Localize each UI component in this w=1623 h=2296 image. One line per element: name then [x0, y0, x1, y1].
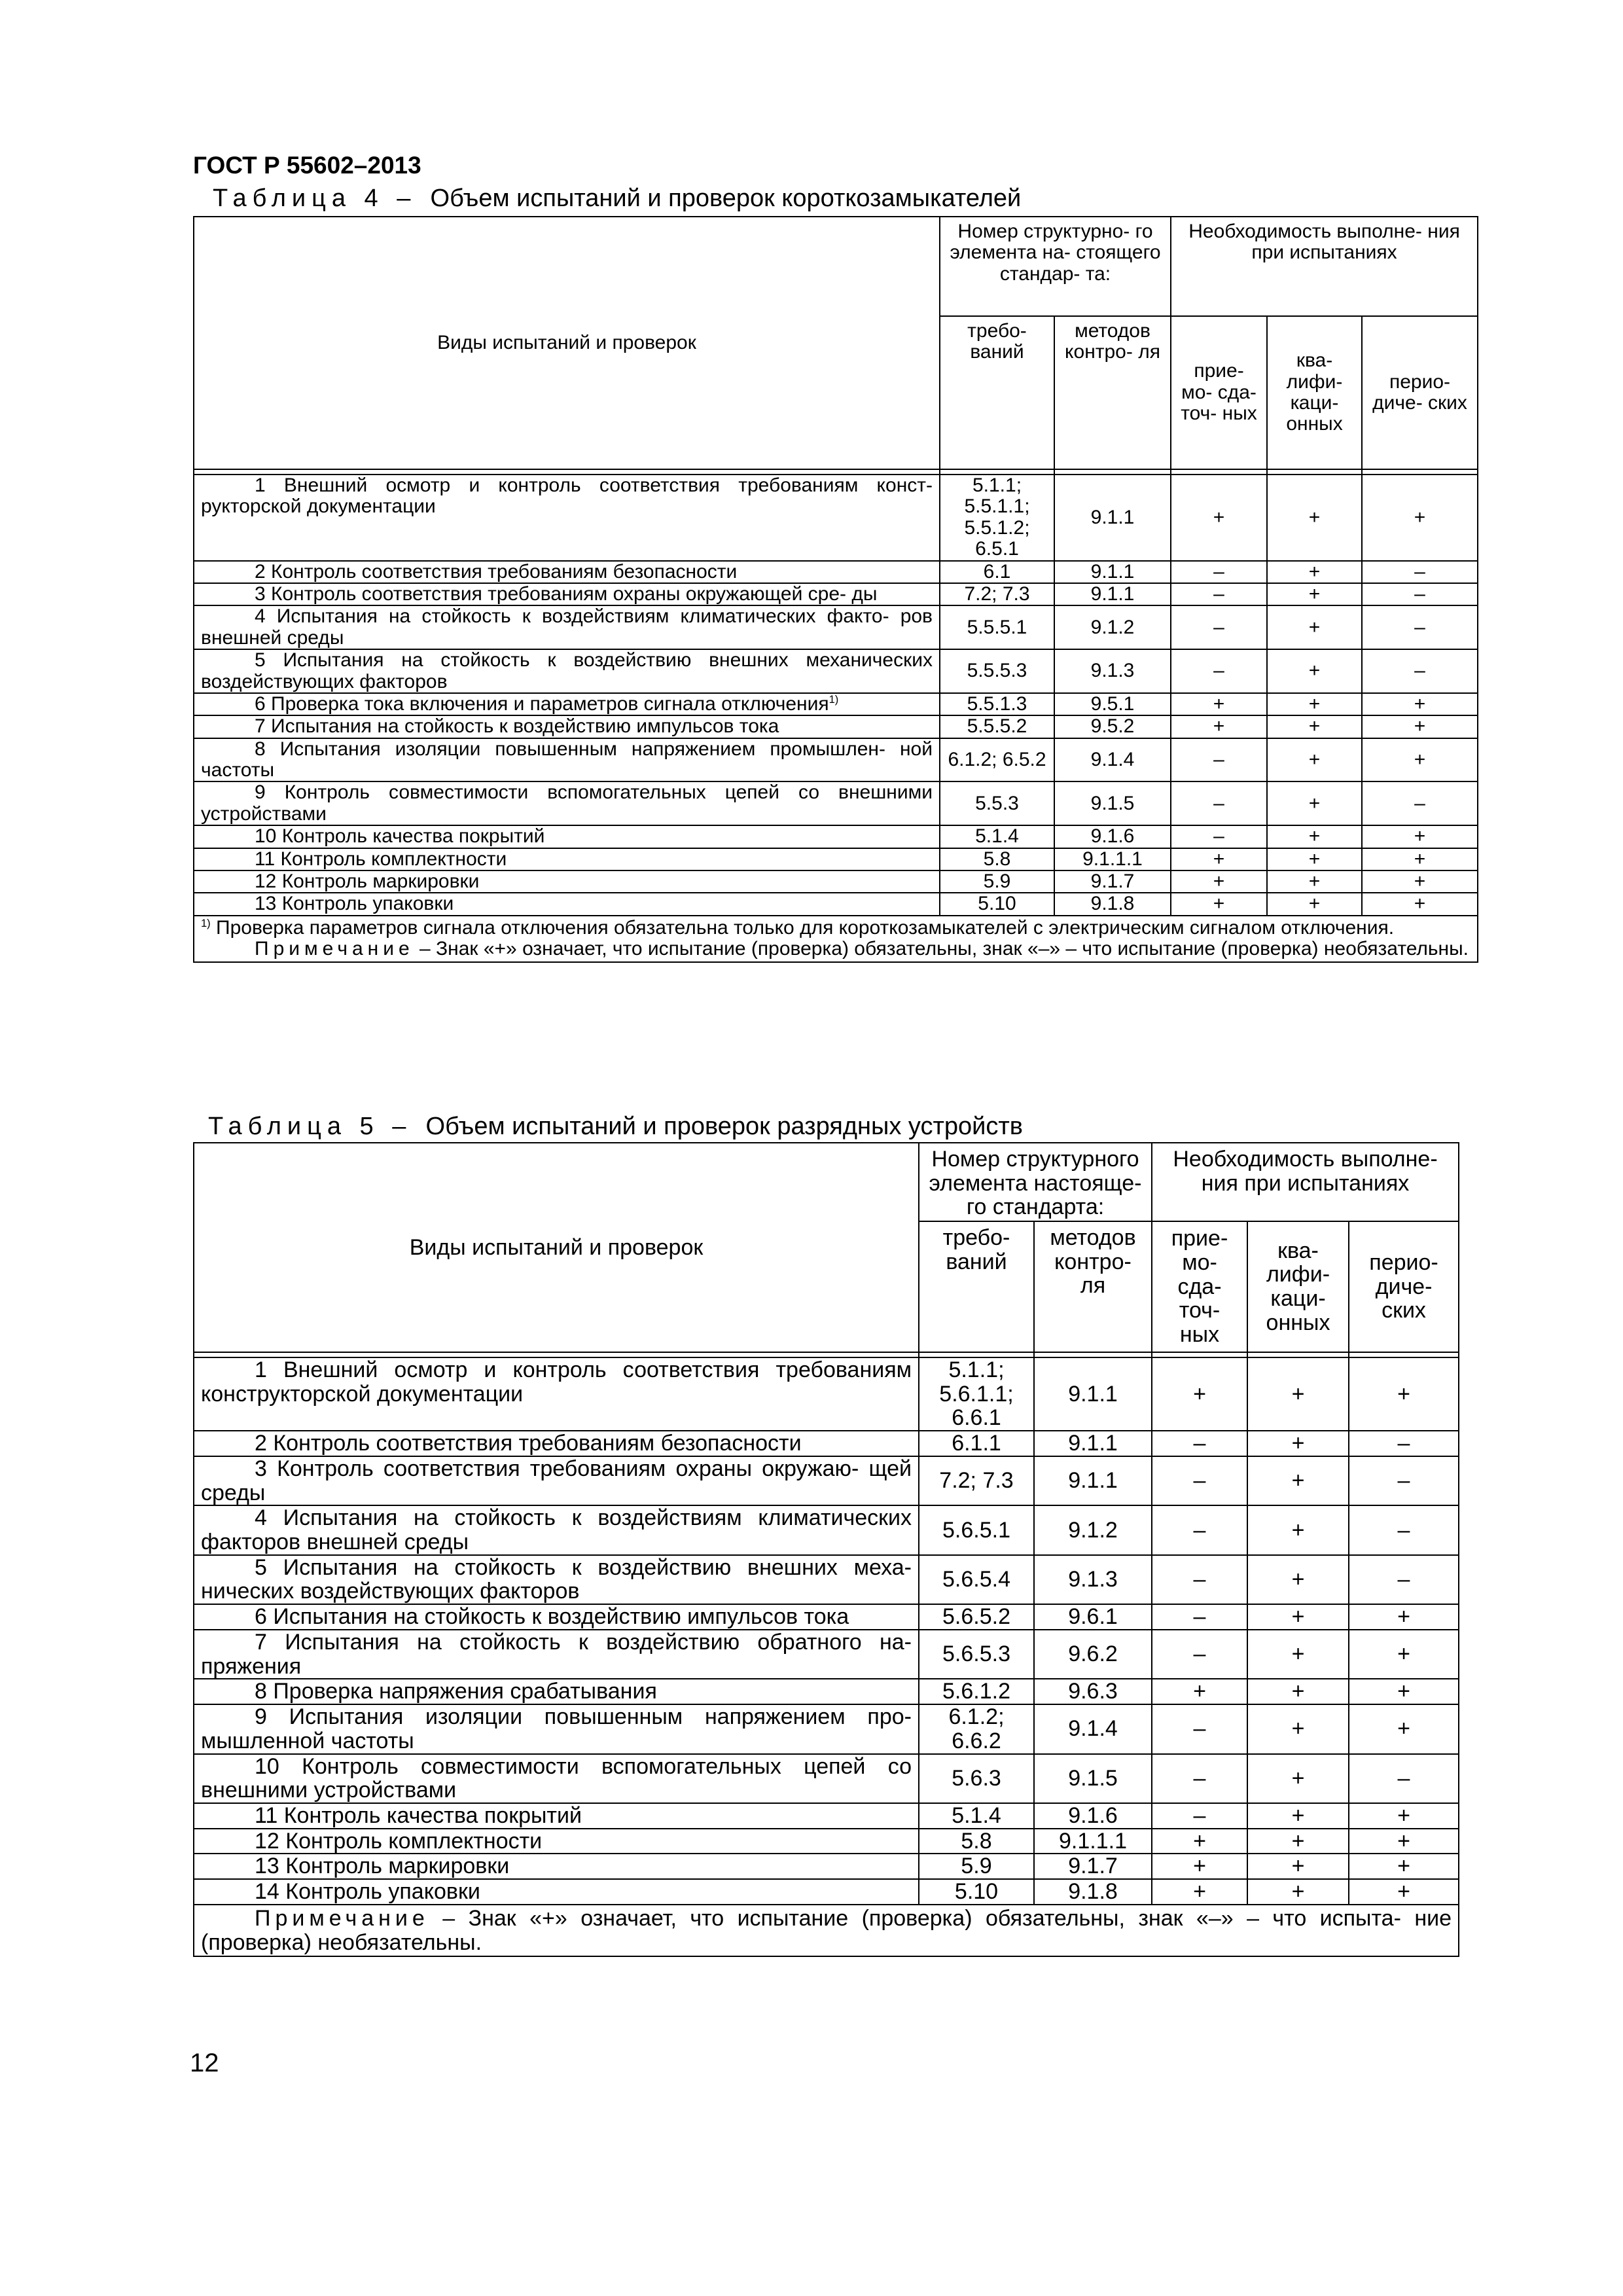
- methods-cell: 9.1.7: [1054, 870, 1171, 893]
- periodic-cell: +: [1349, 1704, 1459, 1753]
- methods-cell: 9.1.7: [1034, 1854, 1152, 1879]
- table5-caption-label: Таблица 5 –: [208, 1113, 412, 1140]
- test-name: 10 Контроль качества покрытий: [255, 825, 545, 848]
- periodic-cell: +: [1349, 1679, 1459, 1704]
- periodic-cell: +: [1362, 893, 1478, 915]
- requirements-cell: 5.6.3: [919, 1754, 1034, 1803]
- acceptance-cell: –: [1152, 1555, 1247, 1604]
- table-row: [194, 1704, 1459, 1753]
- requirements-cell: 5.8: [940, 848, 1054, 870]
- test-name-cell: [194, 825, 940, 848]
- qualification-cell: +: [1247, 1704, 1349, 1753]
- table-row: [194, 583, 1478, 605]
- acceptance-cell: –: [1152, 1456, 1247, 1505]
- table4-note-label: Примечание: [255, 938, 414, 960]
- test-name-cell: [194, 649, 940, 693]
- requirements-cell: 5.6.5.1: [919, 1505, 1034, 1554]
- test-name-cell: [194, 1505, 919, 1554]
- requirements-cell: 5.10: [919, 1879, 1034, 1905]
- table4-head-acceptance: прие- мо- сда- точ- ных: [1171, 316, 1267, 469]
- qualification-cell: +: [1267, 693, 1362, 715]
- table4-footnote-mark: 1): [201, 917, 211, 929]
- table-row: [194, 561, 1478, 583]
- test-name-cell: [194, 1704, 919, 1753]
- table5-head-acceptance: прие- мо- сда- точ- ных: [1152, 1221, 1247, 1352]
- table-row: [194, 649, 1478, 693]
- requirements-cell: 5.1.1; 5.5.1.1; 5.5.1.2; 6.5.1: [940, 475, 1054, 561]
- methods-cell: 9.1.8: [1034, 1879, 1152, 1905]
- acceptance-cell: +: [1171, 893, 1267, 915]
- requirements-cell: 5.10: [940, 893, 1054, 915]
- requirements-cell: 7.2; 7.3: [919, 1456, 1034, 1505]
- test-name-cell: [194, 1456, 919, 1505]
- test-name-cell: [194, 1431, 919, 1456]
- test-name-cell: [194, 1829, 919, 1854]
- methods-cell: 9.1.3: [1054, 649, 1171, 693]
- test-name: 9 Испытания изоляции повышенным напряжением про- мышленной частоты: [201, 1704, 912, 1753]
- acceptance-cell: –: [1152, 1630, 1247, 1679]
- requirements-cell: 5.1.4: [940, 825, 1054, 848]
- acceptance-cell: +: [1171, 693, 1267, 715]
- acceptance-cell: +: [1171, 870, 1267, 893]
- table-row: [194, 1604, 1459, 1630]
- qualification-cell: +: [1247, 1754, 1349, 1803]
- test-name-cell: [194, 1879, 919, 1905]
- test-name: 9 Контроль совместимости вспомогательных цепей со внешними устройствами: [201, 781, 933, 825]
- requirements-cell: 6.1: [940, 561, 1054, 583]
- table5-note-label: Примечание: [255, 1905, 429, 1931]
- qualification-cell: +: [1267, 583, 1362, 605]
- table-row: [194, 1679, 1459, 1704]
- table5-caption: [208, 1113, 1023, 1141]
- table-row: [194, 1754, 1459, 1803]
- qualification-cell: +: [1267, 561, 1362, 583]
- test-name-cell: [194, 583, 940, 605]
- periodic-cell: +: [1349, 1357, 1459, 1431]
- test-name-cell: [194, 605, 940, 649]
- requirements-cell: 6.1.2; 6.5.2: [940, 738, 1054, 782]
- qualification-cell: +: [1267, 848, 1362, 870]
- methods-cell: 9.1.4: [1034, 1704, 1152, 1753]
- requirements-cell: 5.1.4: [919, 1803, 1034, 1829]
- acceptance-cell: +: [1152, 1679, 1247, 1704]
- test-name: 2 Контроль соответствия требованиям безопасности: [255, 1431, 802, 1456]
- test-name-cell: [194, 1357, 919, 1431]
- qualification-cell: +: [1247, 1679, 1349, 1704]
- test-name-cell: [194, 1679, 919, 1704]
- qualification-cell: +: [1247, 1604, 1349, 1630]
- requirements-cell: 5.5.3: [940, 781, 1054, 825]
- requirements-cell: 5.5.1.3: [940, 693, 1054, 715]
- table4-head-types: Виды испытаний и проверок: [194, 217, 940, 469]
- test-name-cell: [194, 1854, 919, 1879]
- table5-head-requirements: требо- ваний: [919, 1221, 1034, 1352]
- methods-cell: 9.6.2: [1034, 1630, 1152, 1679]
- acceptance-cell: –: [1171, 561, 1267, 583]
- qualification-cell: +: [1267, 893, 1362, 915]
- methods-cell: 9.1.1.1: [1054, 848, 1171, 870]
- periodic-cell: +: [1362, 825, 1478, 848]
- periodic-cell: –: [1362, 583, 1478, 605]
- table5-head-methods: методов контро- ля: [1034, 1221, 1152, 1352]
- acceptance-cell: +: [1171, 475, 1267, 561]
- periodic-cell: +: [1349, 1604, 1459, 1630]
- table4-caption: [213, 185, 1021, 213]
- table-row: [194, 1505, 1459, 1554]
- methods-cell: 9.6.1: [1034, 1604, 1152, 1630]
- table-row: [194, 825, 1478, 848]
- qualification-cell: +: [1267, 781, 1362, 825]
- periodic-cell: +: [1362, 870, 1478, 893]
- table4-head-periodic: перио- диче- ских: [1362, 316, 1478, 469]
- test-name: 6 Проверка тока включения и параметров сигнала отключения: [255, 692, 829, 715]
- methods-cell: 9.1.4: [1054, 738, 1171, 782]
- methods-cell: 9.1.2: [1054, 605, 1171, 649]
- periodic-cell: –: [1349, 1555, 1459, 1604]
- table-row: [194, 1630, 1459, 1679]
- methods-cell: 9.1.5: [1034, 1754, 1152, 1803]
- acceptance-cell: –: [1152, 1754, 1247, 1803]
- acceptance-cell: +: [1171, 715, 1267, 738]
- periodic-cell: +: [1349, 1829, 1459, 1854]
- periodic-cell: –: [1349, 1431, 1459, 1456]
- table-row: [194, 1456, 1459, 1505]
- methods-cell: 9.1.1: [1054, 583, 1171, 605]
- test-name: 10 Контроль совместимости вспомогательных цепей со внешними устройствами: [201, 1753, 912, 1803]
- requirements-cell: 5.6.5.3: [919, 1630, 1034, 1679]
- periodic-cell: +: [1362, 848, 1478, 870]
- requirements-cell: 5.5.5.2: [940, 715, 1054, 738]
- qualification-cell: +: [1247, 1803, 1349, 1829]
- methods-cell: 9.1.1.1: [1034, 1829, 1152, 1854]
- methods-cell: 9.5.1: [1054, 693, 1171, 715]
- acceptance-cell: –: [1152, 1505, 1247, 1554]
- test-name-cell: [194, 475, 940, 561]
- table-row: [194, 1829, 1459, 1854]
- table-row: [194, 605, 1478, 649]
- qualification-cell: +: [1247, 1630, 1349, 1679]
- acceptance-cell: +: [1152, 1357, 1247, 1431]
- test-name-cell: [194, 1803, 919, 1829]
- test-name-cell: [194, 1630, 919, 1679]
- periodic-cell: +: [1362, 738, 1478, 782]
- periodic-cell: +: [1349, 1803, 1459, 1829]
- table4: [193, 216, 1478, 963]
- qualification-cell: +: [1247, 1357, 1349, 1431]
- test-name: 4 Испытания на стойкость к воздействиям климатических факто- ров внешней среды: [201, 605, 933, 649]
- table-row: [194, 1357, 1459, 1431]
- methods-cell: 9.1.1: [1034, 1431, 1152, 1456]
- methods-cell: 9.1.2: [1034, 1505, 1152, 1554]
- qualification-cell: +: [1267, 870, 1362, 893]
- test-name: 7 Испытания на стойкость к воздействию импульсов тока: [255, 715, 779, 738]
- qualification-cell: +: [1247, 1854, 1349, 1879]
- table5-note: [194, 1905, 1459, 1956]
- table-row: [194, 1431, 1459, 1456]
- test-name: 4 Испытания на стойкость к воздействиям климатических факторов внешней среды: [201, 1505, 912, 1555]
- table-row: [194, 715, 1478, 738]
- acceptance-cell: –: [1171, 605, 1267, 649]
- periodic-cell: +: [1362, 715, 1478, 738]
- table-row: [194, 1879, 1459, 1905]
- test-name-cell: [194, 561, 940, 583]
- table-row: [194, 475, 1478, 561]
- table5-note-text: – Знак «+» означает, что испытание (проверка) обязательны, знак «–» – что испыта- ние (проверка) необязательны.: [201, 1905, 1452, 1955]
- test-name: 13 Контроль маркировки: [255, 1854, 510, 1879]
- table5-head-periodic: перио- диче- ских: [1349, 1221, 1459, 1352]
- test-name: 13 Контроль упаковки: [255, 893, 454, 915]
- test-name: 14 Контроль упаковки: [255, 1879, 480, 1905]
- acceptance-cell: –: [1171, 738, 1267, 782]
- periodic-cell: –: [1349, 1505, 1459, 1554]
- test-name-cell: [194, 738, 940, 782]
- test-name-cell: [194, 1754, 919, 1803]
- page-number: 12: [190, 2049, 219, 2077]
- table4-head-number-group: Номер структурно- го элемента на- стоящего стандар- та:: [940, 217, 1171, 316]
- acceptance-cell: +: [1152, 1879, 1247, 1905]
- table-row: [194, 781, 1478, 825]
- qualification-cell: +: [1267, 649, 1362, 693]
- periodic-cell: –: [1362, 605, 1478, 649]
- document-header: ГОСТ Р 55602–2013: [193, 152, 421, 179]
- test-name-cell: [194, 1555, 919, 1604]
- acceptance-cell: +: [1171, 848, 1267, 870]
- methods-cell: 9.1.1: [1034, 1456, 1152, 1505]
- qualification-cell: +: [1247, 1829, 1349, 1854]
- table-row: [194, 893, 1478, 915]
- acceptance-cell: –: [1171, 825, 1267, 848]
- requirements-cell: 5.8: [919, 1829, 1034, 1854]
- requirements-cell: 5.6.5.4: [919, 1555, 1034, 1604]
- test-name: 5 Испытания на стойкость к воздействию внешних механических воздействующих факторов: [201, 649, 933, 692]
- test-name: 8 Испытания изоляции повышенным напряжением промышлен- ной частоты: [201, 738, 933, 781]
- test-name: 12 Контроль маркировки: [255, 870, 480, 893]
- methods-cell: 9.1.3: [1034, 1555, 1152, 1604]
- test-name: 1 Внешний осмотр и контроль соответствия требованиям конструкторской документации: [201, 1357, 912, 1407]
- periodic-cell: +: [1362, 475, 1478, 561]
- table4-body: [194, 475, 1478, 916]
- acceptance-cell: –: [1152, 1604, 1247, 1630]
- periodic-cell: –: [1362, 649, 1478, 693]
- test-name: 1 Внешний осмотр и контроль соответствия требованиям конст- рукторской документации: [201, 475, 933, 518]
- table5-head-qualification: ква- лифи- каци- онных: [1247, 1221, 1349, 1352]
- test-name: 3 Контроль соответствия требованиям охраны окружающей сре- ды: [255, 583, 878, 605]
- footnote-reference: 1): [829, 693, 839, 706]
- table5: [193, 1142, 1459, 1957]
- periodic-cell: –: [1349, 1456, 1459, 1505]
- test-name: 7 Испытания на стойкость к воздействию обратного на- пряжения: [201, 1629, 912, 1679]
- periodic-cell: –: [1362, 561, 1478, 583]
- acceptance-cell: +: [1152, 1829, 1247, 1854]
- requirements-cell: 7.2; 7.3: [940, 583, 1054, 605]
- test-name: 6 Испытания на стойкость к воздействию импульсов тока: [255, 1604, 849, 1630]
- table4-footnote: [194, 916, 1478, 962]
- qualification-cell: +: [1267, 825, 1362, 848]
- qualification-cell: +: [1247, 1505, 1349, 1554]
- requirements-cell: 5.9: [940, 870, 1054, 893]
- requirements-cell: 5.6.5.2: [919, 1604, 1034, 1630]
- methods-cell: 9.1.1: [1034, 1357, 1152, 1431]
- requirements-cell: 5.5.5.3: [940, 649, 1054, 693]
- acceptance-cell: –: [1171, 649, 1267, 693]
- periodic-cell: +: [1362, 693, 1478, 715]
- periodic-cell: +: [1349, 1630, 1459, 1679]
- acceptance-cell: –: [1152, 1803, 1247, 1829]
- table4-head-qualification: ква- лифи- кaци- онных: [1267, 316, 1362, 469]
- methods-cell: 9.5.2: [1054, 715, 1171, 738]
- table4-head-requirements: требо- ваний: [940, 316, 1054, 469]
- table4-head-necessity-group: Необходимость выполне- ния при испытаниях: [1171, 217, 1478, 316]
- test-name-cell: [194, 870, 940, 893]
- qualification-cell: +: [1247, 1879, 1349, 1905]
- test-name-cell: [194, 715, 940, 738]
- table-row: [194, 1555, 1459, 1604]
- table5-caption-title: Объем испытаний и проверок разрядных устройств: [425, 1113, 1023, 1140]
- methods-cell: 9.1.6: [1034, 1803, 1152, 1829]
- periodic-cell: –: [1349, 1754, 1459, 1803]
- requirements-cell: 5.1.1; 5.6.1.1; 6.6.1: [919, 1357, 1034, 1431]
- requirements-cell: 6.1.1: [919, 1431, 1034, 1456]
- methods-cell: 9.1.1: [1054, 475, 1171, 561]
- methods-cell: 9.6.3: [1034, 1679, 1152, 1704]
- test-name: 12 Контроль комплектности: [255, 1828, 543, 1854]
- table-row: [194, 1803, 1459, 1829]
- test-name: 11 Контроль качества покрытий: [255, 1803, 582, 1828]
- periodic-cell: +: [1349, 1879, 1459, 1905]
- qualification-cell: +: [1247, 1456, 1349, 1505]
- acceptance-cell: –: [1152, 1704, 1247, 1753]
- periodic-cell: +: [1349, 1854, 1459, 1879]
- qualification-cell: +: [1267, 605, 1362, 649]
- requirements-cell: 5.6.1.2: [919, 1679, 1034, 1704]
- table5-body: [194, 1357, 1459, 1905]
- test-name: 11 Контроль комплектности: [255, 848, 507, 870]
- methods-cell: 9.1.1: [1054, 561, 1171, 583]
- test-name-cell: [194, 781, 940, 825]
- qualification-cell: +: [1247, 1431, 1349, 1456]
- table4-caption-title: Объем испытаний и проверок короткозамыкателей: [430, 185, 1022, 212]
- methods-cell: 9.1.8: [1054, 893, 1171, 915]
- test-name: 2 Контроль соответствия требованиям безопасности: [255, 560, 738, 583]
- table-row: [194, 870, 1478, 893]
- qualification-cell: +: [1247, 1555, 1349, 1604]
- table-row: [194, 1854, 1459, 1879]
- test-name-cell: [194, 693, 940, 715]
- qualification-cell: +: [1267, 738, 1362, 782]
- table4-footnote-text: Проверка параметров сигнала отключения обязательна только для короткозамыкателей с электрическим сигналом отключения.: [216, 916, 1395, 939]
- acceptance-cell: +: [1152, 1854, 1247, 1879]
- table4-caption-label: Таблица 4 –: [213, 185, 417, 212]
- table-row: [194, 738, 1478, 782]
- table4-head-methods: методов контро- ля: [1054, 316, 1171, 469]
- methods-cell: 9.1.6: [1054, 825, 1171, 848]
- table-row: [194, 693, 1478, 715]
- periodic-cell: –: [1362, 781, 1478, 825]
- requirements-cell: 6.1.2; 6.6.2: [919, 1704, 1034, 1753]
- qualification-cell: +: [1267, 715, 1362, 738]
- methods-cell: 9.1.5: [1054, 781, 1171, 825]
- qualification-cell: +: [1267, 475, 1362, 561]
- table5-head-types: Виды испытаний и проверок: [194, 1143, 919, 1352]
- table5-head-necessity-group: Необходимость выполне- ния при испытаниях: [1152, 1143, 1459, 1221]
- requirements-cell: 5.5.5.1: [940, 605, 1054, 649]
- acceptance-cell: –: [1152, 1431, 1247, 1456]
- test-name: 8 Проверка напряжения срабатывания: [255, 1679, 657, 1704]
- table4-note-text: – Знак «+» означает, что испытание (проверка) обязательны, знак «–» – что испытание (проверка) необязательны.: [419, 938, 1469, 960]
- test-name: 5 Испытания на стойкость к воздействию внешних меха- нических воздействующих факторов: [201, 1554, 912, 1604]
- test-name: 3 Контроль соответствия требованиям охраны окружаю- щей среды: [201, 1456, 912, 1505]
- acceptance-cell: –: [1171, 781, 1267, 825]
- test-name-cell: [194, 893, 940, 915]
- requirements-cell: 5.9: [919, 1854, 1034, 1879]
- table-row: [194, 848, 1478, 870]
- test-name-cell: [194, 848, 940, 870]
- table5-head-number-group: Номер структурного элемента настояще- го стандарта:: [919, 1143, 1152, 1221]
- test-name-cell: [194, 1604, 919, 1630]
- acceptance-cell: –: [1171, 583, 1267, 605]
